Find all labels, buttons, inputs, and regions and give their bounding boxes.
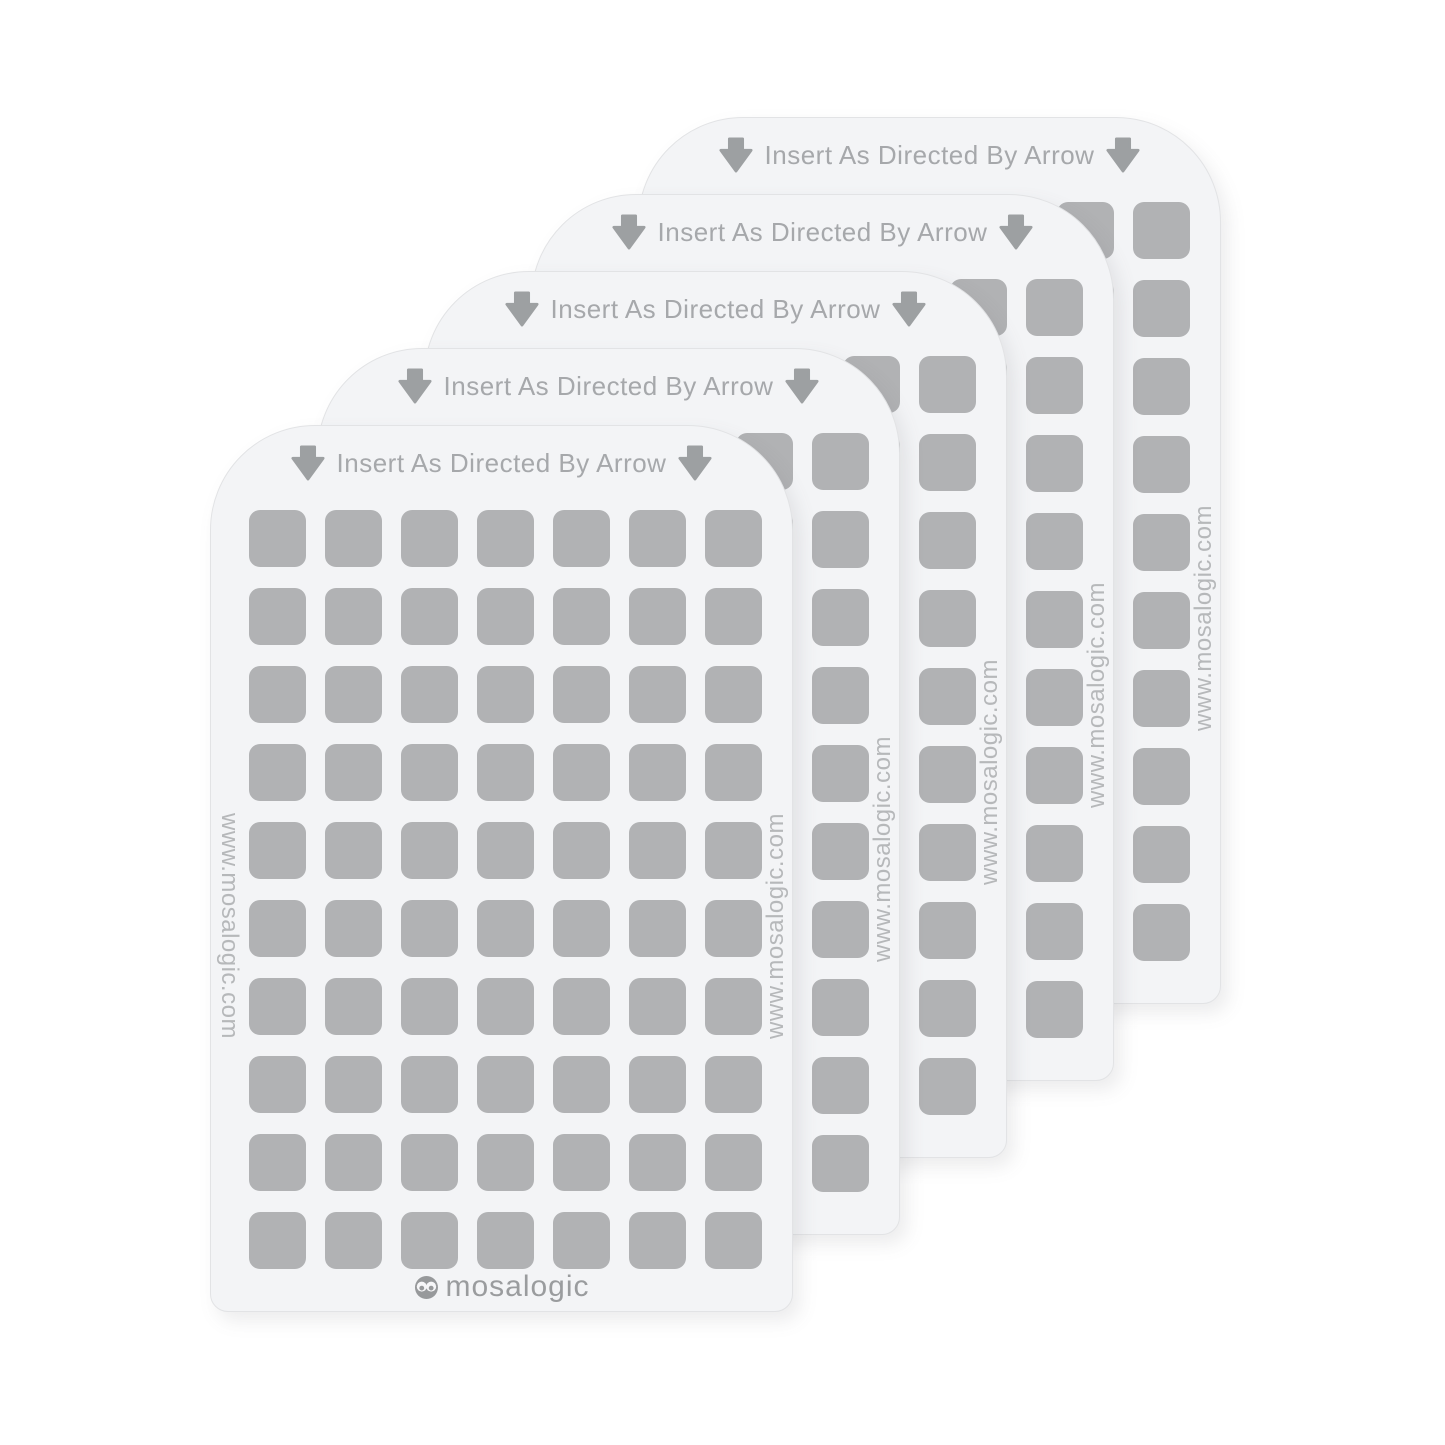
organizer-tray — [210, 425, 793, 1312]
down-arrow-icon — [1106, 136, 1140, 174]
slot-cell — [705, 900, 762, 957]
slot-cell — [1026, 435, 1083, 492]
slot-cell — [477, 822, 534, 879]
down-arrow-icon — [719, 136, 753, 174]
insert-direction-label: Insert As Directed By Arrow — [550, 293, 881, 324]
slot-cell — [249, 666, 306, 723]
slot-cell — [1026, 279, 1083, 336]
slot-cell — [919, 746, 976, 803]
slot-cell — [919, 668, 976, 725]
down-arrow-icon — [999, 213, 1033, 251]
slot-cell — [477, 1134, 534, 1191]
slot-cell — [1026, 747, 1083, 804]
tray-header — [532, 209, 1113, 255]
slot-cell — [705, 666, 762, 723]
down-arrow-icon — [678, 444, 712, 482]
slot-cell — [812, 823, 869, 880]
slot-cell — [705, 822, 762, 879]
slot-cell — [1133, 202, 1190, 259]
slot-cell — [401, 1212, 458, 1269]
slot-cell — [919, 902, 976, 959]
slot-cell — [477, 1212, 534, 1269]
tray-header — [211, 440, 792, 486]
slot-cell — [477, 1056, 534, 1113]
slot-cell — [477, 588, 534, 645]
slot-cell — [629, 744, 686, 801]
slot-cell — [553, 822, 610, 879]
slot-cell — [401, 1134, 458, 1191]
slot-cell — [553, 1212, 610, 1269]
slot-cell — [1026, 903, 1083, 960]
slot-cell — [629, 900, 686, 957]
tray-header — [425, 286, 1006, 332]
slot-cell — [629, 978, 686, 1035]
slot-cell — [1026, 513, 1083, 570]
insert-direction-label: Insert As Directed By Arrow — [336, 447, 667, 478]
slot-cell — [812, 1135, 869, 1192]
slot-cell — [1133, 436, 1190, 493]
slot-cell — [325, 744, 382, 801]
slot-cell — [401, 978, 458, 1035]
slot-cell — [249, 822, 306, 879]
slot-cell — [325, 1056, 382, 1113]
website-url-right: www.mosalogic.com — [1190, 505, 1217, 731]
slot-cell — [477, 510, 534, 567]
website-url-right: www.mosalogic.com — [976, 659, 1003, 885]
slot-cell — [249, 1056, 306, 1113]
brand-logo — [413, 1270, 589, 1304]
slot-cell — [401, 900, 458, 957]
slot-cell — [1026, 357, 1083, 414]
down-arrow-icon — [505, 290, 539, 328]
slot-cell — [705, 510, 762, 567]
slot-cell — [629, 510, 686, 567]
slot-cell — [553, 588, 610, 645]
slot-cell — [629, 1212, 686, 1269]
slot-cell — [249, 1212, 306, 1269]
slot-cell — [705, 588, 762, 645]
slot-cell — [919, 980, 976, 1037]
slot-cell — [919, 512, 976, 569]
down-arrow-icon — [398, 367, 432, 405]
slot-cell — [629, 666, 686, 723]
website-url-right: www.mosalogic.com — [762, 813, 789, 1039]
insert-direction-label: Insert As Directed By Arrow — [443, 370, 774, 401]
down-arrow-icon — [892, 290, 926, 328]
slot-cell — [325, 822, 382, 879]
slot-cell — [553, 978, 610, 1035]
slot-cell — [249, 588, 306, 645]
slot-cell — [477, 744, 534, 801]
slot-cell — [1133, 280, 1190, 337]
slot-cell — [919, 1058, 976, 1115]
slot-cell — [553, 1134, 610, 1191]
slot-cell — [1026, 669, 1083, 726]
slot-cell — [249, 1134, 306, 1191]
down-arrow-icon — [785, 367, 819, 405]
slot-cell — [919, 434, 976, 491]
slot-cell — [812, 901, 869, 958]
slot-cell — [553, 1056, 610, 1113]
slot-cell — [477, 900, 534, 957]
slot-cell — [812, 511, 869, 568]
slot-cell — [325, 1212, 382, 1269]
insert-direction-label: Insert As Directed By Arrow — [657, 216, 988, 247]
slot-cell — [401, 1056, 458, 1113]
slot-cell — [1026, 825, 1083, 882]
slot-cell — [1133, 748, 1190, 805]
slot-cell — [812, 589, 869, 646]
slot-cell — [325, 900, 382, 957]
slot-cell — [401, 666, 458, 723]
slot-cell — [1026, 981, 1083, 1038]
slot-cell — [553, 666, 610, 723]
slot-cell — [812, 1057, 869, 1114]
slot-cell — [553, 744, 610, 801]
slot-cell — [919, 824, 976, 881]
slot-cell — [249, 978, 306, 1035]
insert-direction-label: Insert As Directed By Arrow — [764, 139, 1095, 170]
brand-name: mosalogic — [445, 1270, 590, 1303]
slot-cell — [477, 978, 534, 1035]
slot-cell — [705, 978, 762, 1035]
slot-cell — [629, 588, 686, 645]
slot-cell — [1133, 670, 1190, 727]
slot-cell — [401, 744, 458, 801]
website-url-right: www.mosalogic.com — [1083, 582, 1110, 808]
tray-header — [318, 363, 899, 409]
slot-cell — [1133, 358, 1190, 415]
slot-cell — [477, 666, 534, 723]
slot-cell — [812, 979, 869, 1036]
slot-cell — [705, 744, 762, 801]
slot-cell — [812, 433, 869, 490]
slot-cell — [629, 1056, 686, 1113]
down-arrow-icon — [612, 213, 646, 251]
slot-cell — [553, 900, 610, 957]
slot-cell — [629, 1134, 686, 1191]
slot-cell — [325, 588, 382, 645]
slot-cell — [629, 822, 686, 879]
slot-cell — [1026, 591, 1083, 648]
slot-cell — [553, 510, 610, 567]
slot-cell — [705, 1056, 762, 1113]
slot-cell — [249, 510, 306, 567]
slot-cell — [401, 588, 458, 645]
tray-header — [639, 132, 1220, 178]
slot-cell — [401, 822, 458, 879]
slot-cell — [325, 510, 382, 567]
slot-cell — [401, 510, 458, 567]
slot-cell — [705, 1212, 762, 1269]
slot-cell — [705, 1134, 762, 1191]
slot-cell — [249, 744, 306, 801]
slot-grid — [249, 510, 762, 1269]
slot-cell — [249, 900, 306, 957]
slot-cell — [325, 978, 382, 1035]
slot-cell — [812, 667, 869, 724]
slot-cell — [919, 590, 976, 647]
slot-cell — [325, 1134, 382, 1191]
down-arrow-icon — [291, 444, 325, 482]
slot-cell — [919, 356, 976, 413]
mosalogic-logo-icon — [413, 1275, 438, 1300]
slot-cell — [1133, 514, 1190, 571]
slot-cell — [1133, 904, 1190, 961]
slot-cell — [1133, 826, 1190, 883]
website-url-right: www.mosalogic.com — [869, 736, 896, 962]
slot-cell — [812, 745, 869, 802]
website-url-left: www.mosalogic.com — [216, 813, 243, 1039]
slot-cell — [1133, 592, 1190, 649]
slot-cell — [325, 666, 382, 723]
